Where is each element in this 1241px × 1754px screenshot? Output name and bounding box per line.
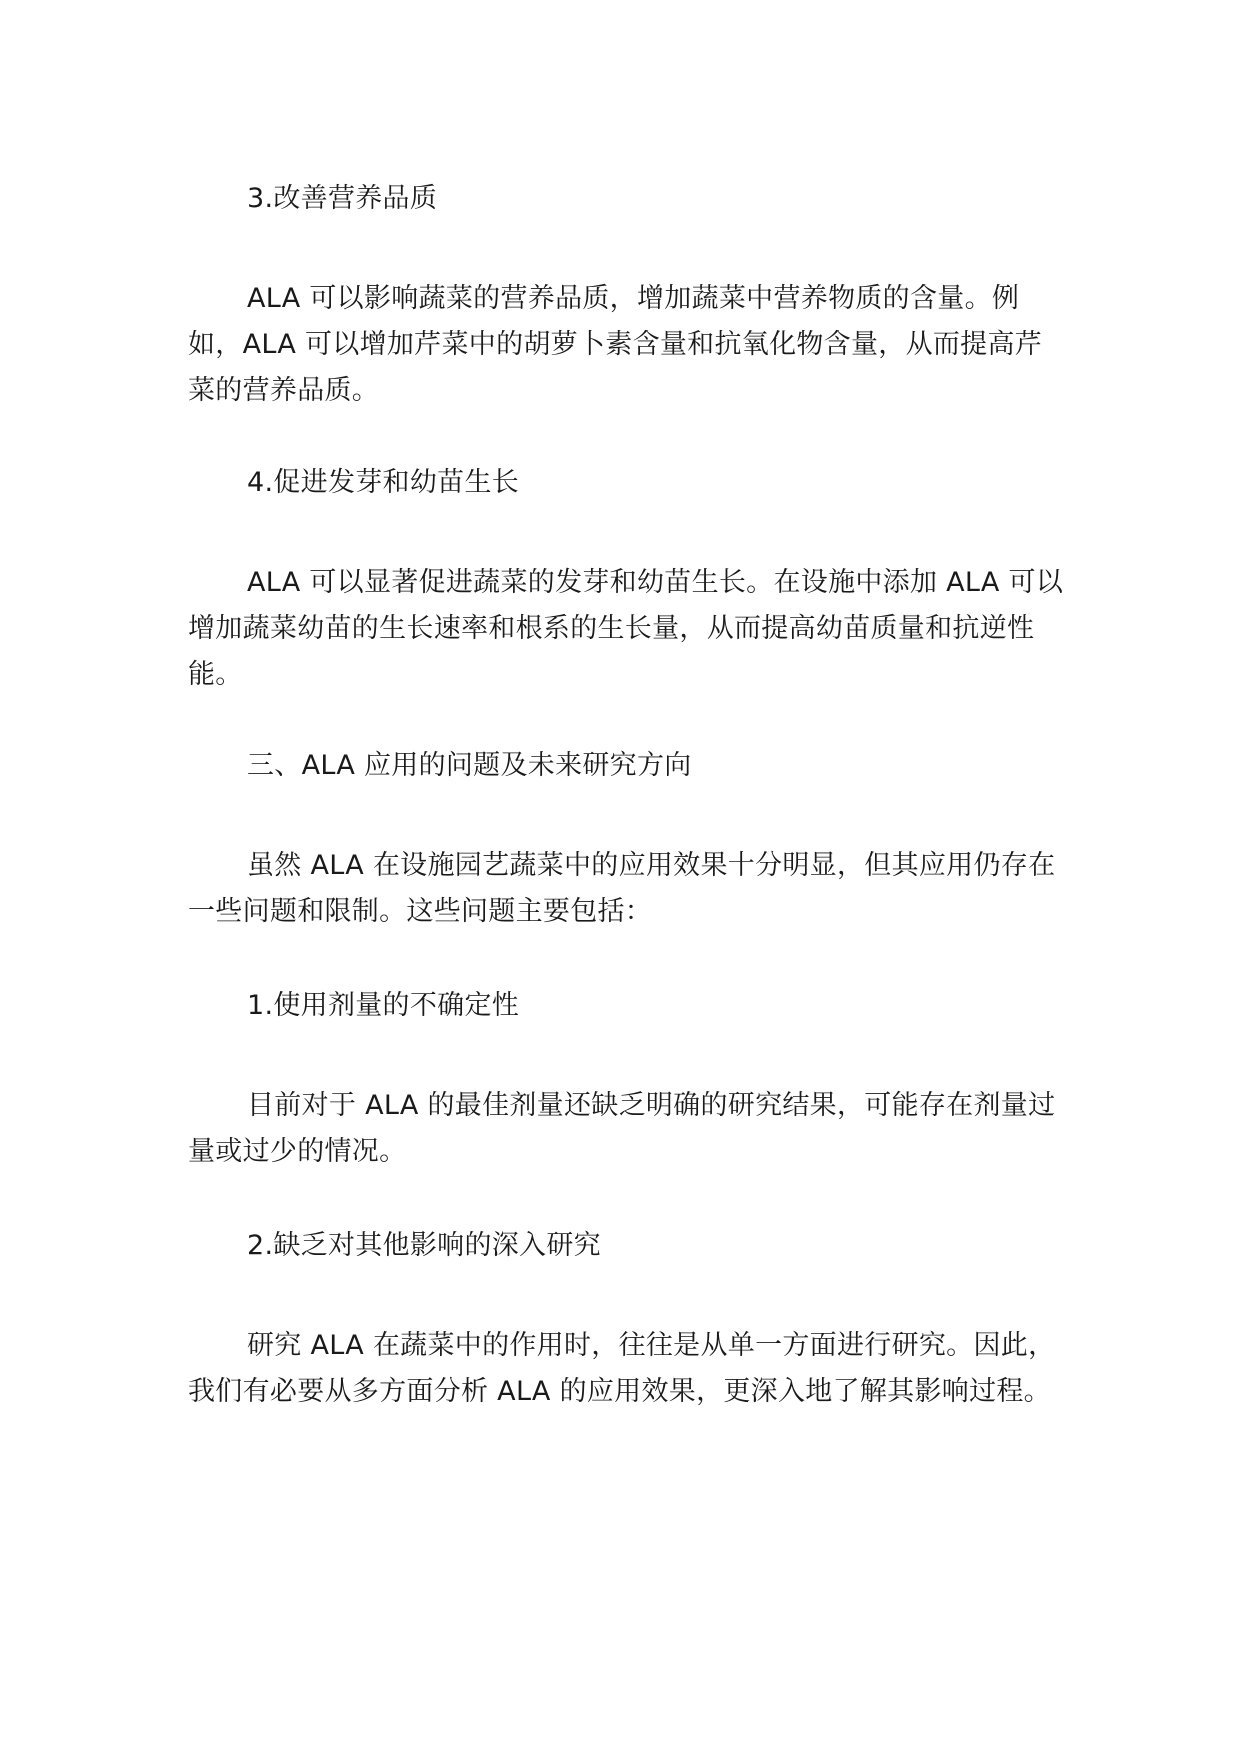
paragraph-nutrition-quality: ALA 可以影响蔬菜的营养品质，增加蔬菜中营养物质的含量。例如，ALA 可以增加芹菜中的胡萝卜素含量和抗氧化物含量，从而提高芹菜的营养品质。 xyxy=(188,283,1043,406)
heading-improve-nutrition: 3.改善营养品质 xyxy=(247,183,438,214)
heading-germination-growth: 4.促进发芽和幼苗生长 xyxy=(247,467,520,498)
paragraph-dosage-uncertainty: 目前对于 ALA 的最佳剂量还缺乏明确的研究结果，可能存在剂量过量或过少的情况。 xyxy=(188,1090,1056,1167)
paragraph-germination-growth: ALA 可以显著促进蔬菜的发芽和幼苗生长。在设施中添加 ALA 可以增加蔬菜幼苗的生长速率和根系的生长量，从而提高幼苗质量和抗逆性能。 xyxy=(188,567,1064,690)
heading-dosage-uncertainty: 1.使用剂量的不确定性 xyxy=(247,990,520,1021)
heading-lack-of-research: 2.缺乏对其他影响的深入研究 xyxy=(247,1230,601,1261)
paragraph-problems-intro: 虽然 ALA 在设施园艺蔬菜中的应用效果十分明显，但其应用仍存在一些问题和限制。这些问题主要包括： xyxy=(188,850,1056,927)
paragraph-lack-of-research: 研究 ALA 在蔬菜中的作用时，往往是从单一方面进行研究。因此，我们有必要从多方面分析 ALA 的应用效果，更深入地了解其影响过程。 xyxy=(188,1330,1056,1407)
section-heading-problems-future: 三、ALA 应用的问题及未来研究方向 xyxy=(247,750,692,781)
